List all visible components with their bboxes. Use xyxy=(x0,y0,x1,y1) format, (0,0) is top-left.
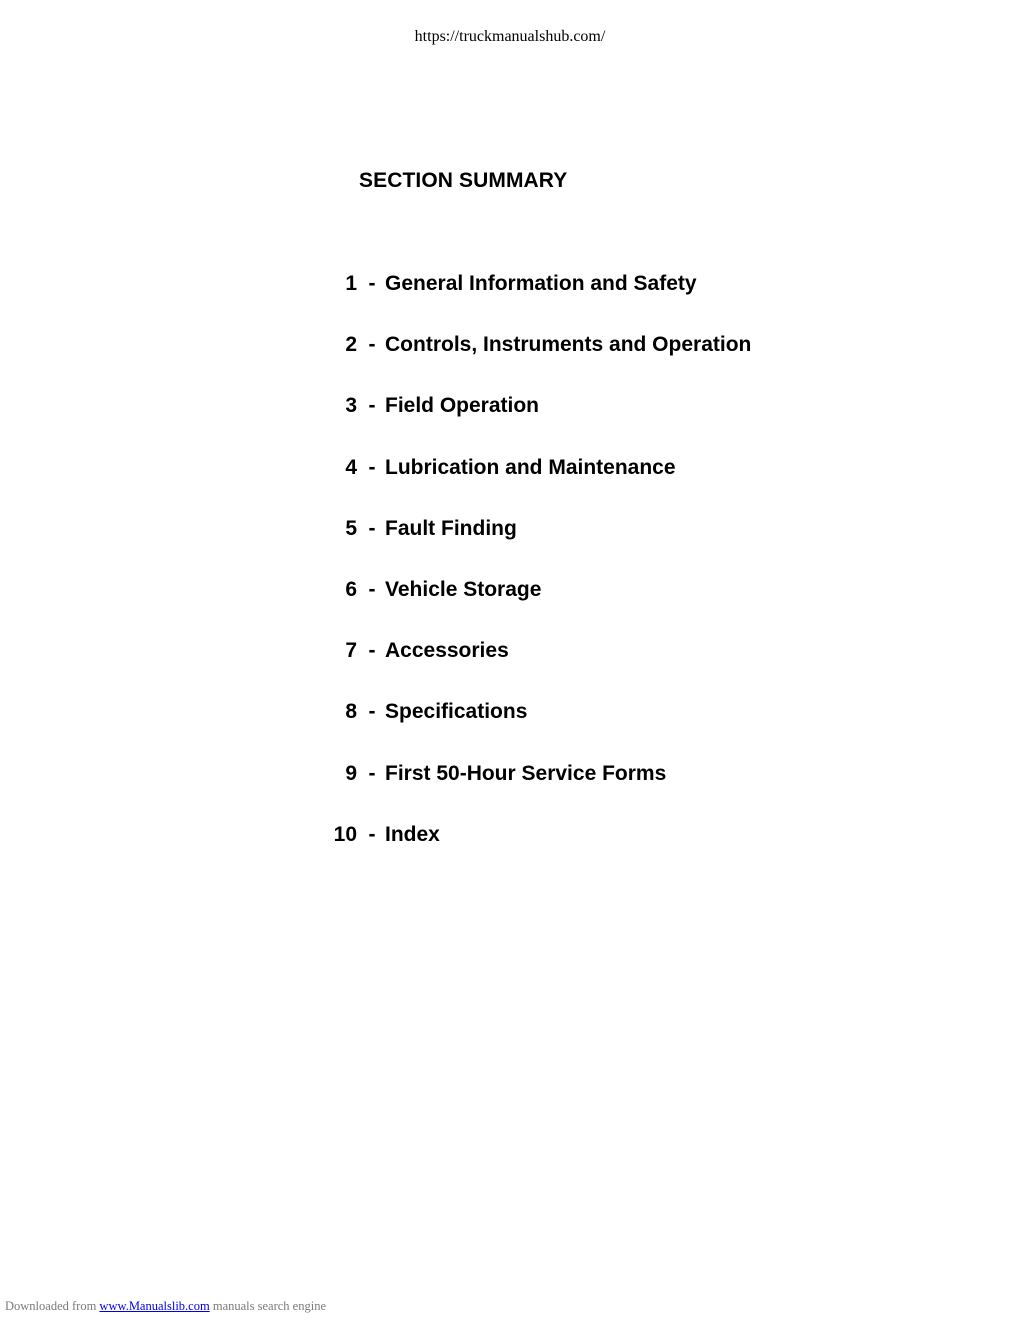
section-number: 7 xyxy=(345,639,357,663)
section-label: Fault Finding xyxy=(385,516,517,540)
section-separator: - xyxy=(368,639,376,663)
section-label: Vehicle Storage xyxy=(385,577,542,601)
list-item xyxy=(300,515,751,576)
section-number: 2 xyxy=(345,333,357,357)
section-number: 4 xyxy=(345,455,357,479)
section-number: 8 xyxy=(345,700,357,724)
section-separator: - xyxy=(368,822,376,846)
section-separator: - xyxy=(368,700,376,724)
section-number: 3 xyxy=(345,394,357,418)
section-label: Index xyxy=(385,822,440,846)
list-item xyxy=(300,637,751,698)
list-item xyxy=(300,821,751,882)
list-item xyxy=(300,270,751,331)
section-separator: - xyxy=(368,394,376,418)
section-label: Specifications xyxy=(385,700,528,724)
section-number: 1 xyxy=(345,272,357,295)
footer-prefix: Downloaded from xyxy=(5,1299,100,1313)
section-label: Lubrication and Maintenance xyxy=(385,455,676,479)
list-item xyxy=(300,760,751,821)
section-label: First 50-Hour Service Forms xyxy=(385,761,667,785)
list-item xyxy=(300,392,751,453)
list-item xyxy=(300,576,751,637)
list-item xyxy=(300,698,751,759)
section-label: General Information and Safety xyxy=(385,272,697,295)
section-list xyxy=(300,270,751,882)
section-separator: - xyxy=(368,577,376,601)
section-separator: - xyxy=(368,333,376,357)
section-separator: - xyxy=(368,761,376,785)
footer-suffix: manuals search engine xyxy=(209,1299,326,1313)
section-number: 5 xyxy=(345,516,357,540)
list-item xyxy=(300,331,751,392)
list-item xyxy=(300,454,751,515)
section-separator: - xyxy=(368,455,376,479)
section-number: 9 xyxy=(345,761,357,785)
header-url: https://truckmanualshub.com/ xyxy=(414,28,606,45)
section-label: Field Operation xyxy=(385,394,540,418)
section-separator: - xyxy=(368,516,376,540)
section-separator: - xyxy=(368,272,376,295)
page-title: SECTION SUMMARY xyxy=(359,169,568,192)
section-number: 10 xyxy=(333,822,357,846)
section-label: Controls, Instruments and Operation xyxy=(385,333,752,357)
download-footer xyxy=(5,1299,326,1314)
section-label: Accessories xyxy=(385,639,509,663)
section-number: 6 xyxy=(345,577,357,601)
manualslib-link[interactable]: www.Manualslib.com xyxy=(99,1299,210,1313)
